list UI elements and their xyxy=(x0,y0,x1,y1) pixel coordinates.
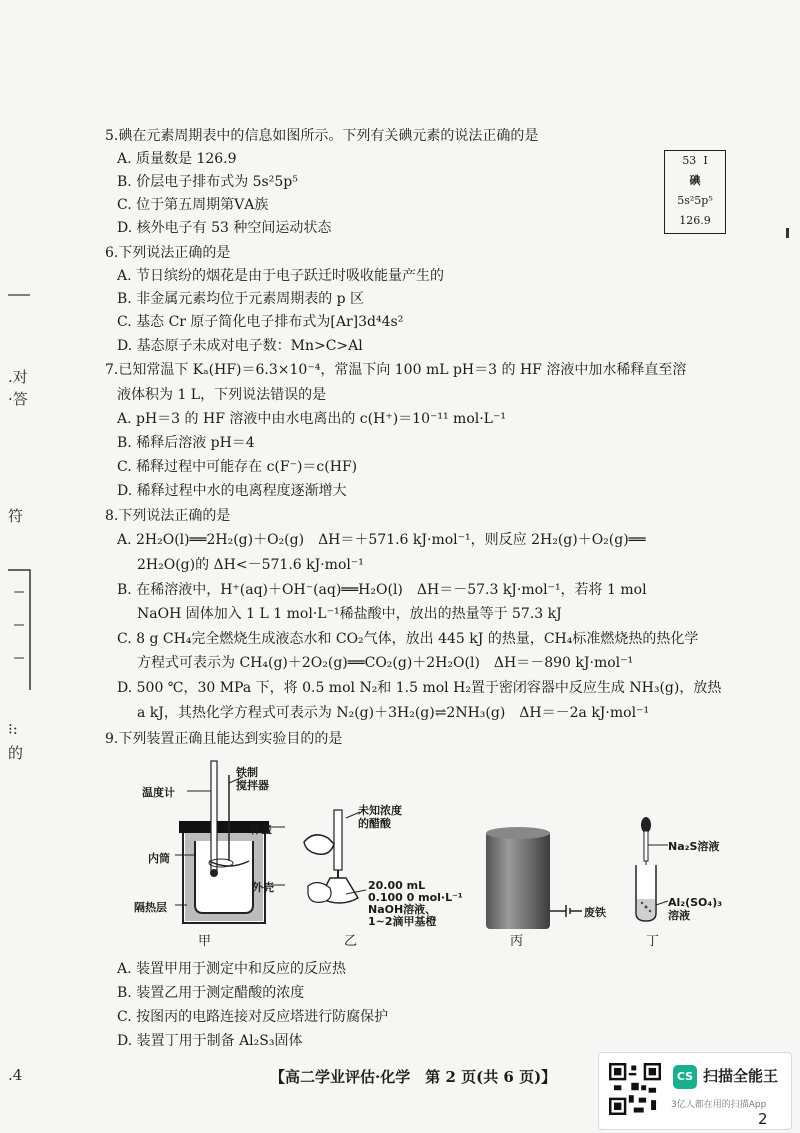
label-inner-cup: 内筒 xyxy=(148,852,170,865)
page-number: 2 xyxy=(758,1110,768,1128)
binding-lines xyxy=(0,290,40,690)
caption-bing: 丙 xyxy=(510,934,524,949)
q7-option-d: D. 稀释过程中水的电离程度逐渐增大 xyxy=(117,483,347,499)
label-scrap-iron: 废铁 xyxy=(584,906,606,919)
q7-option-b: B. 稀释后溶液 pH＝4 xyxy=(117,435,255,451)
camscanner-tagline: 3亿人都在用的扫描App xyxy=(671,1100,767,1110)
q5-option-b: B. 价层电子排布式为 5s²5p⁵ xyxy=(117,174,298,190)
margin-fragment: .对 xyxy=(8,368,28,386)
q7-stem-cont: 液体积为 1 L，下列说法错误的是 xyxy=(117,387,327,403)
q9-option-b: B. 装置乙用于测定醋酸的浓度 xyxy=(117,985,305,1001)
q7-stem: 7.已知常温下 Kₐ(HF)＝6.3×10⁻⁴，常温下向 100 mL pH＝3 的 HF 溶液中加水稀释直至溶 xyxy=(105,362,687,378)
q8-option-a-cont: 2H₂O(g)的 ΔH<－571.6 kJ·mol⁻¹ xyxy=(137,557,364,573)
q8-stem: 8.下列说法正确的是 xyxy=(105,508,231,524)
label-insulation: 隔热层 xyxy=(134,901,167,914)
label-al2so43-solution: 溶液 xyxy=(668,909,690,922)
figure-bing-tower xyxy=(480,825,600,935)
q8-option-b: B. 在稀溶液中，H⁺(aq)＋OH⁻(aq)══H₂O(l) ΔH＝－57.3 kJ·mol⁻¹，若将 1 mol xyxy=(117,582,647,598)
iodine-element-card xyxy=(664,150,726,234)
q6-option-b: B. 非金属元素均位于元素周期表的 p 区 xyxy=(117,291,365,307)
margin-fragment: 的 xyxy=(8,744,24,762)
q6-option-d: D. 基态原子未成对电子数：Mn>C>Al xyxy=(117,338,363,354)
label-al2so43: Al₂(SO₄)₃ xyxy=(668,896,723,909)
label-stirrer: 铁制 搅拌器 xyxy=(236,766,269,792)
figure-ding-test-tube xyxy=(632,815,672,925)
q9-option-c: C. 按图丙的电路连接对反应塔进行防腐保护 xyxy=(117,1009,389,1025)
caption-jia: 甲 xyxy=(198,934,212,949)
label-naoh-volume: 20.00 mL xyxy=(368,879,426,892)
margin-fragment: 符 xyxy=(8,507,24,525)
q8-option-c: C. 8 g CH₄完全燃烧生成液态水和 CO₂气体，放出 445 kJ 的热量，CH₄标准燃烧热的热化学 xyxy=(117,631,699,647)
label-acetic-acid: 未知浓度 的醋酸 xyxy=(358,804,402,830)
q5-stem: 5.碘在元素周期表中的信息如图所示。下列有关碘元素的说法正确的是 xyxy=(105,128,539,144)
q7-option-c: C. 稀释过程中可能存在 c(F⁻)＝c(HF) xyxy=(117,459,358,475)
right-edge-mark xyxy=(786,228,789,238)
q5-option-d: D. 核外电子有 53 种空间运动状态 xyxy=(117,220,332,236)
q5-option-c: C. 位于第五周期第ⅤA族 xyxy=(117,197,269,213)
atomic-number: 53 xyxy=(682,154,697,167)
q9-option-a: A. 装置甲用于测定中和反应的反应热 xyxy=(117,961,347,977)
label-thermometer: 温度计 xyxy=(142,786,175,799)
q7-option-a: A. pH＝3 的 HF 溶液中由水电离出的 c(H⁺)＝10⁻¹¹ mol·L⁻¹ xyxy=(117,411,506,427)
label-outer-shell: 外壳 xyxy=(252,881,274,894)
q8-option-c-cont: 方程式可表示为 CH₄(g)＋2O₂(g)══CO₂(g)＋2H₂O(l) ΔH＝－890 kJ·mol⁻¹ xyxy=(137,655,634,671)
q6-option-c: C. 基态 Cr 原子简化电子排布式为[Ar]3d⁴4s² xyxy=(117,314,404,330)
page-footer: 【高二学业评估·化学 第 2 页(共 6 页)】 xyxy=(270,1068,557,1086)
margin-fragment: .4 xyxy=(8,1066,23,1084)
caption-yi: 乙 xyxy=(344,934,358,949)
q8-option-d: D. 500 ℃，30 MPa 下，将 0.5 mol N₂和 1.5 mol H₂置于密闭容器中反应生成 NH₃(g)，放热 xyxy=(117,680,722,696)
caption-ding: 丁 xyxy=(646,934,660,949)
margin-fragment: ⁝: xyxy=(8,720,18,738)
camscanner-logo-icon: CS xyxy=(673,1065,697,1089)
margin-fragment: ·答 xyxy=(8,390,28,408)
label-methyl-orange: 1~2滴甲基橙 xyxy=(368,915,437,928)
element-name: 碘 xyxy=(689,174,701,187)
q8-option-a: A. 2H₂O(l)══2H₂(g)＋O₂(g) ΔH＝＋571.6 kJ·mol⁻¹，则反应 2H₂(g)＋O₂(g)══ xyxy=(117,532,646,548)
q6-stem: 6.下列说法正确的是 xyxy=(105,245,231,261)
label-na2s: Na₂S溶液 xyxy=(668,840,720,853)
label-naoh-solution: NaOH溶液、 xyxy=(368,903,437,916)
atomic-mass: 126.9 xyxy=(679,214,711,227)
label-naoh-concentration: 0.100 0 mol·L⁻¹ xyxy=(368,891,463,904)
element-symbol: I xyxy=(703,154,708,167)
q9-option-d: D. 装置丁用于制备 Al₂S₃固体 xyxy=(117,1033,303,1049)
q5-option-a: A. 质量数是 126.9 xyxy=(117,151,237,167)
q6-option-a: A. 节日缤纷的烟花是由于电子跃迁时吸收能量产生的 xyxy=(117,268,445,284)
electron-config: 5s²5p⁵ xyxy=(677,194,713,207)
qr-code-icon xyxy=(609,1063,661,1115)
q9-stem: 9.下列装置正确且能达到实验目的的是 xyxy=(105,731,343,747)
q8-option-b-cont: NaOH 固体加入 1 L 1 mol·L⁻¹稀盐酸中，放出的热量等于 57.3 kJ xyxy=(137,606,562,622)
camscanner-name: 扫描全能王 xyxy=(703,1067,779,1085)
q8-option-d-cont: a kJ，其热化学方程式可表示为 N₂(g)＋3H₂(g)⇌2NH₃(g) ΔH＝－2a kJ·mol⁻¹ xyxy=(137,705,650,721)
label-lid: 杯盖 xyxy=(250,823,272,836)
